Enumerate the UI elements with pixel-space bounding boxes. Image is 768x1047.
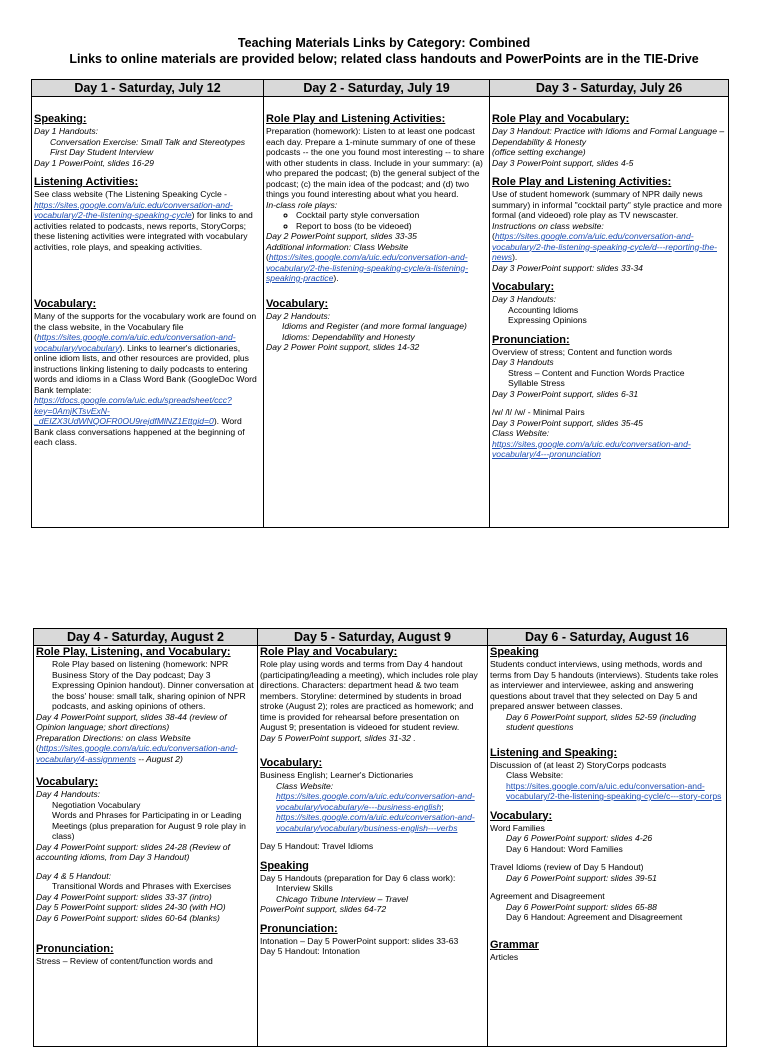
day6-cell [490,646,724,1046]
day4-vocab-line: Negotiation Vocabulary [52,799,141,810]
day4-vocab-line: Day 4 & 5 Handout: [36,870,112,881]
day6-grammar-line: Articles [490,951,519,962]
day3-rpl-text: Use of student homework (summary of NPR daily news summary) in informal "cocktail party" style practice and more formal (and videoed) role play as TV newscaster. [492,189,723,220]
day3-pron-line: Overview of stress; Content and function words [492,346,673,357]
day6-vocab-line: Day 6 PowerPoint support: slides 4-26 [506,833,653,843]
day4-assignments-link[interactable]: https://sites.google.com/a/uic.edu/conversation-and-vocabulary/4-assignments [36,743,238,764]
day4-vocab-line: Day 4 PowerPoint support: slides 24-28 (Review of accounting idioms, from Day 3 Handout) [36,841,230,862]
day4-vocab-line: Transitional Words and Phrases with Exercises [52,881,232,891]
day1-vocab-text: ). Word Bank class conversations happened at the beginning of each class. [34,416,245,447]
day2-inclass-label: In-class role plays: [266,199,338,210]
day1-speaking-heading: Speaking: [34,113,87,125]
day1-speaking-line: Conversation Exercise: Small Talk and Stereotypes [50,136,246,147]
day4-vocabulary-heading: Vocabulary: [36,776,99,788]
day5-vocabulary-heading: Vocabulary: [260,757,323,769]
day2-vocab-line: Day 2 Power Point support, slides 14-32 [266,342,420,352]
day5-vocab-text: Business English; Learner's Dictionaries [260,770,414,780]
day3-pron-line: Class Website: [492,428,550,438]
day1-vocab-link[interactable]: https://sites.google.com/a/uic.edu/conversation-and-vocabulary/vocabulary [34,332,236,353]
day3-pronunciation-link[interactable]: https://sites.google.com/a/uic.edu/conversation-and-vocabulary/4---pronunciation [492,438,691,459]
day5-rpv-ppt: Day 5 PowerPoint support, slides 31-32 . [260,732,416,743]
day3-vocabulary-heading: Vocabulary: [492,281,555,293]
day5-vocab-site: Class Website: [276,780,334,791]
day3-pron-line: Day 3 Handouts [492,357,554,367]
day6-listening-speaking-heading: Listening and Speaking: [490,746,618,759]
day5-rpv-heading: Role Play and Vocabulary: [260,646,398,658]
day2-header: Day 2 - Saturday, July 19 [264,80,490,97]
day3-pron-line: /w/ /l/ /w/ - Minimal Pairs [492,407,585,417]
day1-header: Day 1 - Saturday, July 12 [32,80,264,97]
day4-rplv-tail: -- August 2) [135,753,183,764]
day5-vocab-handout: Day 5 Handout: Travel Idioms [260,841,374,851]
day5-speak-line: PowerPoint support, slides 64-72 [260,904,387,914]
day3-roleplay-vocab-heading: Role Play and Vocabulary: [492,113,630,125]
day2-vocab-line: Idioms and Register (and more formal language) [282,321,467,331]
day6-speak-ppt: Day 6 PowerPoint support, slides 52-59 (including student questions [506,711,697,732]
day4-header: Day 4 - Saturday, August 2 [34,629,258,646]
day6-vocab-line: Day 6 PowerPoint support: slides 39-51 [506,872,657,883]
day1-wordbank-link[interactable]: https://docs.google.com/a/uic.edu/spreadsheet/ccc?key=0AmjKTsvExN-_dEIZX3UdWNQOFR0OU9rejdfMlNZ1Ettgid=0 [34,395,232,426]
day3-news-link[interactable]: https://sites.google.com/a/uic.edu/conversation-and-vocabulary/2-the-listening-speaking-cycle/d---reporting-the-news [492,231,717,262]
day2-roleplay-item: ◦ Cocktail party style conversation [296,210,487,221]
day6-vocab-line: Agreement and Disagreement [490,891,605,901]
document-title: Teaching Materials Links by Category: Combined [237,36,531,50]
day2-additional-info: Additional information: Class Website [266,241,409,252]
day1-vocab-text: ). Links to learner's dictionaries, online idiom lists, and other resources are provided, plus instructions linking listening to daily podcasts to entering words and idioms in a Class Word Bank (GoogleDoc Word Bank template: [34,342,257,395]
day3-vocab-line: Accounting Idioms [508,304,579,315]
day4-rplv-prep: Preparation Directions: on class Website [36,732,191,743]
day5-header: Day 5 - Saturday, August 9 [258,629,488,646]
day3-vocab-line: Expressing Opinions [508,315,587,325]
day6-vocab-line: Day 6 Handout: Agreement and Disagreement [506,912,683,922]
day2-roleplay-heading: Role Play and Listening Activities: [266,113,446,125]
day4-rplv-ppt: Day 4 PowerPoint support, slides 38-44 (review of Opinion language; short directions) [36,711,227,732]
day5-speak-line: Chicago Tribune Interview – Travel [276,893,408,904]
day1-cell [34,97,261,448]
day1-speaking-line: Day 1 PowerPoint, slides 16-29 [34,157,154,168]
day6-speaking-heading: Speaking [490,646,539,658]
day4-vocab-line: Day 4 PowerPoint support: slides 33-37 (intro) [36,891,212,902]
day3-pron-line: Day 3 PowerPoint support, slides 6-31 [492,388,639,399]
day5-business-verbs-link[interactable]: https://sites.google.com/a/uic.edu/conversation-and-vocabulary/vocabulary/business-english---verbs [276,812,475,833]
day6-header: Day 6 - Saturday, August 16 [488,629,727,646]
day3-cell: Role Play and Vocabulary: Day 3 Handout: Practice with Idioms and Formal Language – Dependability & Honesty (office setting exchange) Day 3 PowerPoint support, slides 4-5 Role Play and Listening Activities: Use of student homework (summary of NPR daily news summary) in informal "cocktail party" style practice and more formal (and videoed) role play as TV newscaster. Instructions on class website: (https://sites.google.com/a/uic.edu/conversation-and-vocabulary/2-the-listening-speaking-cycle/d---reporting-the-news). Day 3 PowerPoint support: slides 33-34 Vocabulary: Day 3 Handouts: Accounting Idioms Expressing Opinions Pronunciation: Overview of stress; Content and function words Day 3 Handouts Stress – Content and Function Words Practice Syllable Stress Day 3 PowerPoint support, slides 6-31 /w/ /l/ /w/ - Minimal Pairs Day 3 PowerPoint support, slides 35-45 Class Website: https://sites.google.com/a/uic.edu/conversation-and-vocabulary/4---pronunciation [492,113,725,459]
day5-speak-line: Interview Skills [276,883,333,893]
day1-vocabulary-heading: Vocabulary: [34,298,97,310]
day3-rpl-ppt: Day 3 PowerPoint support: slides 33-34 [492,262,643,273]
day6-ls-site: Class Website: [506,770,564,780]
day5-speak-line: Day 5 Handouts (preparation for Day 6 class work): [260,872,456,883]
day6-vocab-line: Day 6 PowerPoint support: slides 65-88 [506,901,657,912]
day3-rpv-line: (office setting exchange) [492,147,586,157]
document-subtitle: Links to online materials are provided below; related class handouts and PowerPoints are in the TIE-Drive [69,52,699,66]
day4-vocab-line: Day 4 Handouts: [36,789,101,799]
day3-rpv-line: Day 3 Handout: Practice with Idioms and Formal Language – Dependability & Honesty [492,126,725,147]
day3-pron-line: Syllable Stress [508,378,565,388]
day6-vocabulary-heading: Vocabulary: [490,809,553,822]
week-table-bottom [33,628,727,1047]
day4-vocab-line: Words and Phrases for Participating in or Leading Meetings (plus preparation for August 9 role play in class) [52,810,246,841]
day3-pronunciation-heading: Pronunciation: [492,333,570,346]
day2-vocab-line: Day 2 Handouts: [266,310,331,321]
day4-cell: Role Play, Listening, and Vocabulary: Role Play based on listening (homework: NPR Business Story of the Day podcast; Day 3 Expressing Opinion handout). Dinner conversation at the boss' house: small talk, sharing opinion of NPR podcasts, and asking opinions of others. Day 4 PowerPoint support, slides 38-44 (review of Opinion language; short directions) Preparation Directions: on class Website (https://sites.google.com/a/uic.edu/conversation-and-vocabulary/4-assignments -- August 2) Vocabulary: Day 4 Handouts: Negotiation Vocabulary Words and Phrases for Participating in or Leading Meetings (plus preparation for August 9 role play in class) Day 4 PowerPoint support: slides 24-28 (Review of accounting idioms, from Day 3 Handout) Day 4 & 5 Handout: Transitional Words and Phrases with Exercises Day 4 PowerPoint support: slides 33-37 (intro) Day 5 PowerPoint support: slides 24-30 (with HO) Day 6 PowerPoint support: slides 60-64 (blanks) Pronunciation: Stress – Review of content/function words and [36,646,254,966]
day1-listening-heading: Listening Activities: [34,176,139,188]
week-table-top [31,79,729,528]
day5-pron-line: Day 5 Handout: Intonation [260,946,360,956]
day2-roleplay-item: ◦ Report to boss (to be videoed) [296,221,487,232]
day3-vocab-line: Day 3 Handouts: [492,294,557,304]
day5-pron-line: Intonation – Day 5 PowerPoint support: slides 33-63 [260,935,459,946]
day1-speaking-line: First Day Student Interview [50,147,154,157]
day6-speak-text: Students conduct interviews, using methods, words and terms from Day 5 handouts (interviews). Students take roles as interviewer and interviewee, asking and answering questions about travel that they selected on Day 5 and prepared answer between classes. [490,659,719,711]
day2-vocabulary-heading: Vocabulary: [266,297,329,310]
day6-vocab-line: Travel Idioms (review of Day 5 Handout) [490,862,644,872]
day2-ppt-line: Day 2 PowerPoint support, slides 33-35 [266,231,417,241]
day6-grammar-heading: Grammar [490,938,539,951]
day4-pron-line: Stress – Review of content/function words and [36,956,213,966]
day2-vocab-line: Idioms: Dependability and Honesty [282,331,415,342]
day4-pronunciation-heading: Pronunciation: [36,943,114,955]
day5-speaking-heading: Speaking [260,859,309,872]
day5-pronunciation-heading: Pronunciation: [260,922,338,935]
day1-vocab-text: Many of the supports for the vocabulary work are found on the class website, in the Vocabulary file ( [34,311,257,342]
day6-vocab-line: Day 6 Handout: Word Families [506,843,623,854]
day3-roleplay-listening-heading: Role Play and Listening Activities: [492,176,672,188]
day4-rplv-heading: Role Play, Listening, and Vocabulary: [36,646,231,658]
day1-listening-text: ) for links to and activities related to podcasts, news reports, StoryCorps; these listening activities were integrated with vocabulary activities, role plays, and speaking activities. [34,210,253,252]
day3-rpl-instructions: Instructions on class website: [492,220,604,231]
day1-listening-link[interactable]: https://sites.google.com/a/uic.edu/conversation-and-vocabulary/2-the-listening-speaking-cycle [34,199,233,220]
day5-cell: Role Play and Vocabulary: Role play using words and terms from Day 4 handout (participating/leading a meeting), which includes role play directions. Characters: department head & two team members. Storyline: determined by students in broad stroke (August 2); roles are practiced as homework; and time is provided for rehearsal before presentation on August 9; presentation is videoed for student review. Day 5 PowerPoint support, slides 31-32 . Vocabulary: Business English; Learner's Dictionaries Class Website: https://sites.google.com/a/uic.edu/conversation-and-vocabulary/vocabulary/e---business-english; https://sites.google.com/a/uic.edu/conversation-and-vocabulary/vocabulary/business-english---verbs Day 5 Handout: Travel Idioms Speaking Day 5 Handouts (preparation for Day 6 class work): Interview Skills Chicago Tribune Interview – Travel PowerPoint support, slides 64-72 Pronunciation: Intonation – Day 5 PowerPoint support: slides 33-63 Day 5 Handout: Intonation [260,646,485,1046]
day6-ls-text: Discussion of (at least 2) StoryCorps podcasts [490,759,667,770]
day3-rpv-line: Day 3 PowerPoint support, slides 4-5 [492,157,634,168]
day2-cell: Role Play and Listening Activities: Preparation (homework): Listen to at least one podcast each day. Prepare a 1-minute summary of one of these podcasts -- the one you found most interesting -- to share with other students in class. Include in your summary: (a) who prepared the podcast; (b) the general subject of the podcast; (c) the main idea of the podcast; and (d) two things you found interesting about what you heard. In-class role plays: ◦ Cocktail party style conversation ◦ Report to boss (to be videoed) Day 2 PowerPoint support, slides 33-35 Additional information: Class Website (https://sites.google.com/a/uic.edu/conversation-and-vocabulary/2-the-listening-speaking-cycle/a-listening-speaking-practice). Vocabulary: Day 2 Handouts: Idioms and Register (and more formal language) Idioms: Dependability and Honesty Day 2 Power Point support, slides 14-32 [266,97,487,353]
day1-listening-text: See class website (The Listening Speaking Cycle - [34,189,227,199]
day1-speaking-line: Day 1 Handouts: [34,126,99,136]
day6-storycorps-link[interactable]: https://sites.google.com/a/uic.edu/conversation-and-vocabulary/2-the-listening-speaking-cycle/c---story-corps [506,780,722,801]
day5-rpv-text: Role play using words and terms from Day 4 handout (participating/leading a meeting), which includes role play directions. Characters: department head & two team members. Storyline: determined by students in broad stroke (August 2); roles are practiced as homework; and time is provided for rehearsal before presentation on August 9; presentation is videoed for student review. [260,659,478,732]
day4-vocab-line: Day 6 PowerPoint support: slides 60-64 (blanks) [36,912,220,923]
day4-vocab-line: Day 5 PowerPoint support: slides 24-30 (with HO) [36,902,226,912]
day2-website-link[interactable]: https://sites.google.com/a/uic.edu/conversation-and-vocabulary/2-the-listening-speaking-cycle/a-listening-speaking-practice [266,252,469,283]
day3-pron-line: Stress – Content and Function Words Practice [508,367,685,378]
day2-roleplay-text: Preparation (homework): Listen to at least one podcast each day. Prepare a 1-minute summary of one of these podcasts -- the one you found most interesting -- to share with other students in class. Include in your summary: (a) who prepared the podcast; (b) the general subject of the podcast; (c) the main idea of the podcast; and (d) two things you found interesting about what you heard. [266,126,485,199]
day3-pron-line: Day 3 PowerPoint support, slides 35-45 [492,417,643,428]
day6-vocab-line: Word Families [490,822,545,833]
day3-header: Day 3 - Saturday, July 26 [490,80,729,97]
day5-business-english-link[interactable]: https://sites.google.com/a/uic.edu/conversation-and-vocabulary/vocabulary/e---business-english [276,791,475,812]
day4-rplv-text: Role Play based on listening (homework: NPR Business Story of the Day podcast; Day 3 Expressing Opinion handout). Dinner conversation at the boss' house: small talk, sharing opinion of NPR podcasts, and asking opinions of others. [52,659,254,711]
